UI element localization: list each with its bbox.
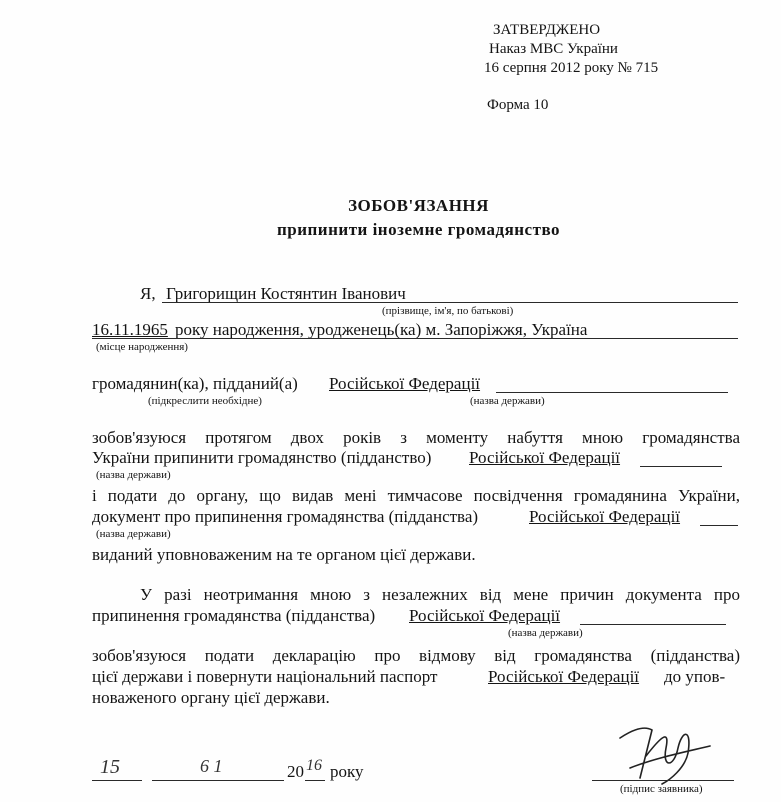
- underline-caption: (підкреслити необхідне): [148, 395, 262, 407]
- failure-country-2: Російської Федерації: [488, 667, 640, 686]
- signature-underline: [592, 780, 734, 781]
- date-day-underline: [92, 780, 142, 781]
- date-year-underline: [305, 780, 325, 781]
- failure-line-2-pre: припинення громадянства (підданства): [92, 606, 376, 625]
- birth-text: року народження, уродженець(ка) м. Запоріжжя, Україна: [175, 320, 588, 339]
- date-year-handwritten: 16: [306, 757, 322, 774]
- citizenship-underline: [496, 392, 728, 393]
- citizenship-label: громадянин(ка), підданий(а): [92, 374, 298, 393]
- approval-stamp: ЗАТВЕРДЖЕНО: [493, 22, 601, 38]
- signature-caption: (підпис заявника): [620, 783, 703, 795]
- applicant-name: Григорищин Костянтин Іванович: [166, 284, 406, 303]
- failure-caption: (назва держави): [508, 627, 583, 639]
- date-year-suffix: року: [330, 762, 364, 781]
- failure-line-4-pre: цієї держави і повернути національний паспорт: [92, 667, 438, 686]
- date-day-handwritten: 15: [100, 756, 120, 778]
- obligation-caption-1: (назва держави): [96, 469, 171, 481]
- country-caption: (назва держави): [470, 395, 545, 407]
- obligation-line-4-pre: документ про припинення громадянства (підданства): [92, 507, 479, 526]
- obligation-caption-2: (назва держави): [96, 528, 171, 540]
- obligation-underline-1: [640, 466, 722, 467]
- failure-line-4-post: до упов-: [664, 667, 726, 686]
- failure-line-1: У разі неотримання мною з незалежних від мене причин документа про: [140, 585, 740, 604]
- failure-line-5: новаженого органу цієї держави.: [92, 688, 330, 707]
- obligation-line-5: виданий уповноваженим на те органом цієї держави.: [92, 545, 476, 564]
- form-number: Форма 10: [487, 97, 549, 113]
- document-title: ЗОБОВ'ЯЗАННЯ: [348, 196, 489, 215]
- obligation-country-2: Російської Федерації: [529, 507, 681, 526]
- document-subtitle: припинити іноземне громадянство: [276, 220, 561, 239]
- approval-order: Наказ МВС України: [489, 41, 618, 57]
- obligation-line-3: і подати до органу, що видав мені тимчасове посвідчення громадянина України,: [92, 486, 740, 505]
- date-year-prefix: 20: [287, 762, 304, 781]
- name-underline: [162, 302, 738, 303]
- failure-underline-1: [580, 624, 726, 625]
- failure-country-1: Російської Федерації: [409, 606, 561, 625]
- citizenship-country: Російської Федерації: [329, 374, 481, 393]
- failure-line-3: зобов'язуюся подати декларацію про відмову від громадянства (підданства): [92, 646, 740, 665]
- obligation-line-2-pre: України припинити громадянство (підданство): [92, 448, 432, 467]
- obligation-country-1: Російської Федерації: [469, 448, 621, 467]
- date-month-handwritten: 6 1: [200, 756, 223, 776]
- birth-underline: [92, 338, 738, 339]
- date-month-underline: [152, 780, 284, 781]
- name-prefix: Я,: [140, 284, 156, 303]
- signature-image: [600, 708, 720, 788]
- approval-date: 16 серпня 2012 року № 715: [484, 60, 659, 76]
- birth-date: 16.11.1965: [92, 320, 168, 339]
- obligation-line-1: зобов'язуюся протягом двох років з моменту набуття мною громадянства: [92, 428, 740, 447]
- birthplace-caption: (місце народження): [96, 341, 188, 353]
- obligation-underline-2: [700, 525, 738, 526]
- name-caption: (прізвище, ім'я, по батькові): [382, 305, 514, 317]
